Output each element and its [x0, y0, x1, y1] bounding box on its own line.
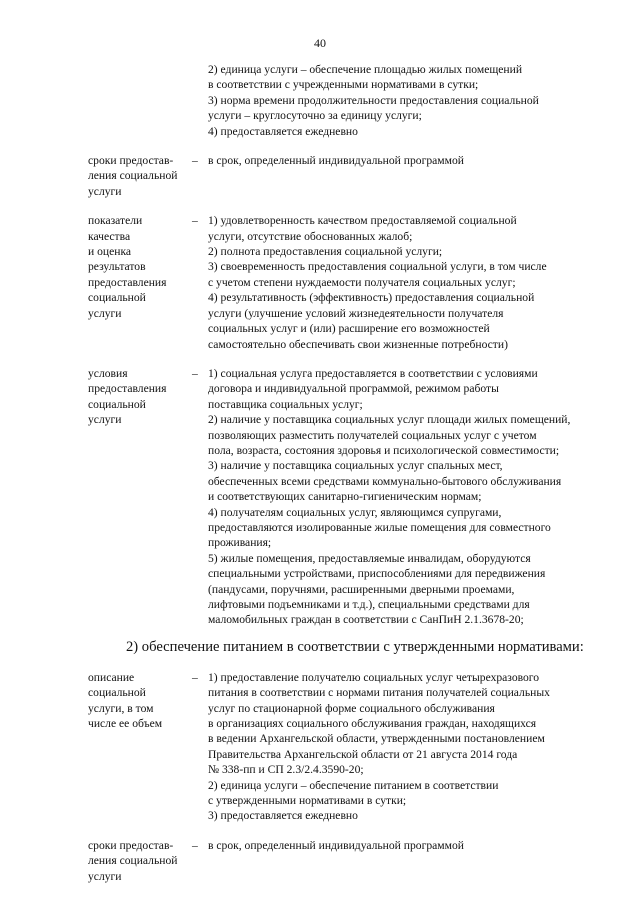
text-line: с утвержденными нормативами в сутки;	[208, 794, 407, 808]
text-line: специальными устройствами, приспособлениями для передвижения	[208, 567, 546, 581]
label-line: услуги	[88, 869, 122, 883]
text-line: 4) получателям социальных услуг, являющимся супругами,	[208, 505, 502, 519]
label-line: услуги, в том	[88, 701, 154, 715]
text-line: 2) единица услуги – обеспечение питанием в соответствии	[208, 778, 499, 792]
label-line: услуги	[88, 184, 122, 198]
label-line: числе ее объем	[88, 717, 163, 731]
text-line: в соответствии с учрежденными нормативами в сутки;	[208, 78, 479, 92]
text-line: 2) полнота предоставления социальной услуги;	[208, 245, 443, 259]
service-block	[88, 213, 600, 352]
text-line: предоставляются изолированные жилые помещения для совместного	[208, 520, 551, 534]
row-label	[88, 213, 192, 321]
label-line: сроки предостав-	[88, 838, 174, 852]
text-line: услуги, отсутствие обоснованных жалоб;	[208, 229, 413, 243]
label-line: предоставления	[88, 382, 167, 396]
row-dash: –	[192, 154, 198, 168]
text-line: 4) предоставляется ежедневно	[208, 124, 358, 138]
label-line: результатов	[88, 260, 146, 274]
label-line: социальной	[88, 397, 146, 411]
service-block	[88, 62, 600, 139]
label-line: предоставления	[88, 275, 167, 289]
text-line: пола, возраста, состояния здоровья и психологической совместимости;	[208, 443, 560, 457]
text-line: услуги (улучшение условий жизнедеятельности получателя	[208, 306, 504, 320]
row-text	[208, 62, 600, 139]
text-line: услуг по стационарной форме социального обслуживания	[208, 701, 495, 715]
text-line: самостоятельно обеспечивать свои жизненные потребности)	[208, 337, 508, 351]
row-label	[88, 670, 192, 732]
row-label	[88, 366, 192, 428]
text-line: договора и индивидуальной программой, режимом работы	[208, 382, 499, 396]
text-line: 3) своевременность предоставления социальной услуги, в том числе	[208, 260, 547, 274]
label-line: показатели	[88, 214, 143, 228]
label-line: условия	[88, 366, 128, 380]
label-line: услуги	[88, 306, 122, 320]
text-line: 4) результативность (эффективность) предоставления социальной	[208, 291, 535, 305]
label-line: ления социальной	[88, 169, 178, 183]
section-heading: 2) обеспечение питанием в соответствии с утвержденными нормативами:	[126, 638, 584, 655]
row-text	[208, 153, 600, 168]
text-line: социальных услуг и (или) расширение его возможностей	[208, 322, 490, 336]
text-line: 2) наличие у поставщика социальных услуг площади жилых помещений,	[208, 413, 571, 427]
text-line: 1) социальная услуга предоставляется в соответствии с условиями	[208, 366, 538, 380]
document-body	[88, 62, 600, 884]
label-line: социальной	[88, 686, 146, 700]
text-line: 3) предоставляется ежедневно	[208, 809, 358, 823]
label-line: качества	[88, 229, 131, 243]
label-line: ления социальной	[88, 854, 178, 868]
text-line: 3) наличие у поставщика социальных услуг спальных мест,	[208, 459, 503, 473]
row-text	[208, 838, 600, 853]
text-line: 5) жилые помещения, предоставляемые инвалидам, оборудуются	[208, 551, 531, 565]
text-line: услуги – круглосуточно за единицу услуги;	[208, 109, 422, 123]
label-line: и оценка	[88, 245, 132, 259]
text-line: лифтовыми подъемниками и т.д.), специальными средствами для	[208, 598, 530, 611]
text-line: № 338-пп и СП 2.3/2.4.3590-20;	[208, 763, 364, 777]
text-line: обеспеченных всеми средствами коммунально-бытового обслуживания	[208, 474, 562, 488]
label-line: описание	[88, 670, 135, 684]
text-line: в срок, определенный индивидуальной программой	[208, 154, 464, 168]
text-line: питания в соответствии с нормами питания получателей социальных	[208, 686, 550, 700]
row-dash: –	[192, 670, 198, 684]
label-line: социальной	[88, 291, 146, 305]
text-line: проживания;	[208, 536, 272, 550]
text-line: 1) удовлетворенность качеством предоставляемой социальной	[208, 214, 517, 228]
row-dash: –	[192, 838, 198, 852]
service-block	[88, 838, 600, 884]
row-text	[208, 366, 600, 628]
label-line: сроки предостав-	[88, 154, 174, 168]
text-line: и соответствующих санитарно-гигиеническим нормам;	[208, 490, 482, 504]
text-line: 2) единица услуги – обеспечение площадью жилых помещений	[208, 63, 523, 76]
text-line: с учетом степени нуждаемости получателя социальных услуг;	[208, 275, 516, 289]
row-text	[208, 213, 600, 352]
row-label	[88, 153, 192, 199]
row-label	[88, 838, 192, 884]
text-line: в ведении Архангельской области, утвержденными постановлением	[208, 732, 545, 746]
text-line: поставщика социальных услуг;	[208, 397, 363, 411]
service-block	[88, 670, 600, 824]
service-block	[88, 366, 600, 628]
text-line: в организациях социального обслуживания граждан, находящихся	[208, 717, 537, 731]
text-line: позволяющих разместить получателей социальных услуг с учетом	[208, 428, 537, 442]
page-number: 40	[314, 36, 326, 50]
text-line: Правительства Архангельской области от 21 августа 2014 года	[208, 747, 518, 761]
label-line: услуги	[88, 413, 122, 427]
text-line: маломобильных граждан в соответствии с СанПиН 2.1.3678-20;	[208, 613, 524, 627]
text-line: в срок, определенный индивидуальной программой	[208, 838, 464, 852]
row-text	[208, 670, 600, 824]
text-line: (пандусами, поручнями, расширенными дверными проемами,	[208, 582, 515, 596]
text-line: 1) предоставление получателю социальных услуг четырехразового	[208, 670, 540, 684]
text-line: 3) норма времени продолжительности предоставления социальной	[208, 93, 539, 107]
service-block	[88, 153, 600, 199]
row-dash: –	[192, 366, 198, 380]
row-dash: –	[192, 214, 198, 228]
